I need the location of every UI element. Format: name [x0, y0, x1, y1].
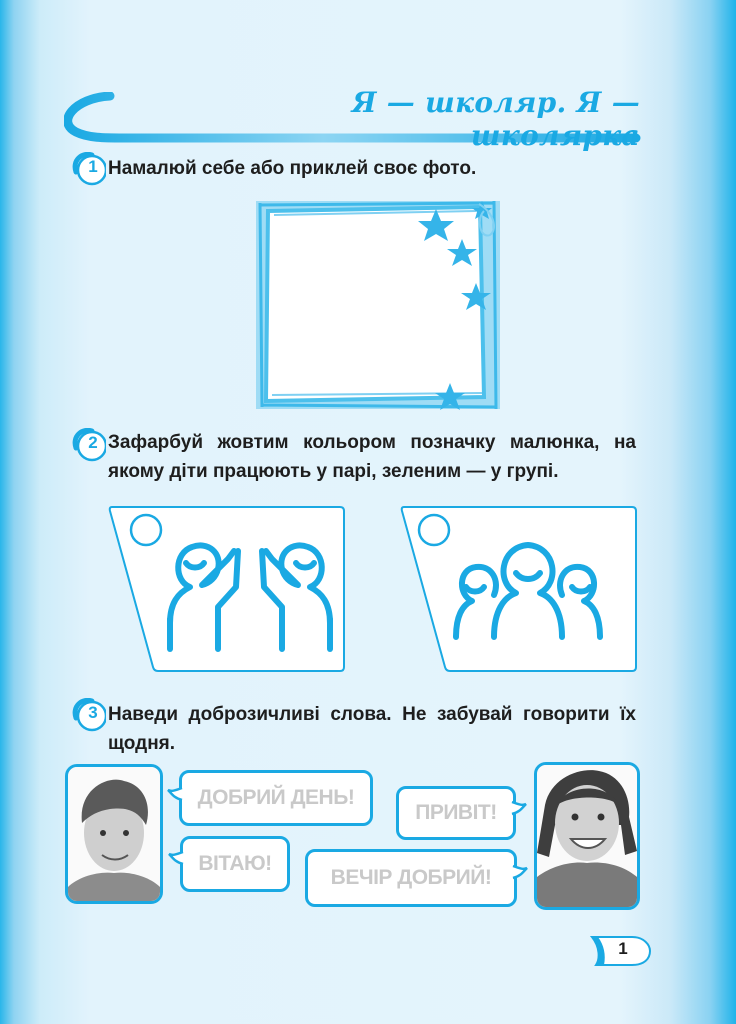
task-number-badge: 2 [70, 428, 104, 462]
group-work-card [400, 503, 640, 675]
task-instruction: Зафарбуй жовтим кольором позначку малюнка, на якому діти працюють у парі, зеленим — у групі. [108, 432, 636, 482]
task-instruction: Намалюй себе або приклей своє фото. [108, 158, 477, 179]
page-title: Я — школяр. Я — школярка [351, 86, 640, 152]
bubble-tail [167, 850, 185, 866]
speech-bubble-greetings[interactable]: ВІТАЮ! [180, 836, 290, 892]
task-instruction: Наведи доброзичливі слова. Не забувай говорити їх щодня. [108, 704, 636, 754]
page-number-tab: 1 [590, 933, 652, 969]
speech-bubble-good-evening[interactable]: ВЕЧІР ДОБРИЙ! [305, 849, 517, 907]
photo-frame-placeholder[interactable] [254, 199, 502, 411]
speech-bubble-hello[interactable]: ПРИВІТ! [396, 786, 516, 840]
pair-work-card [108, 503, 348, 675]
bubble-tail [511, 864, 529, 880]
speech-bubble-good-day[interactable]: ДОБРИЙ ДЕНЬ! [179, 770, 373, 826]
bubble-tail [166, 786, 184, 802]
bubble-tail [510, 800, 528, 816]
task-number-badge: 1 [70, 152, 104, 186]
boy-photo [65, 764, 163, 904]
girl-photo [534, 762, 640, 910]
task-number-badge: 3 [70, 698, 104, 732]
